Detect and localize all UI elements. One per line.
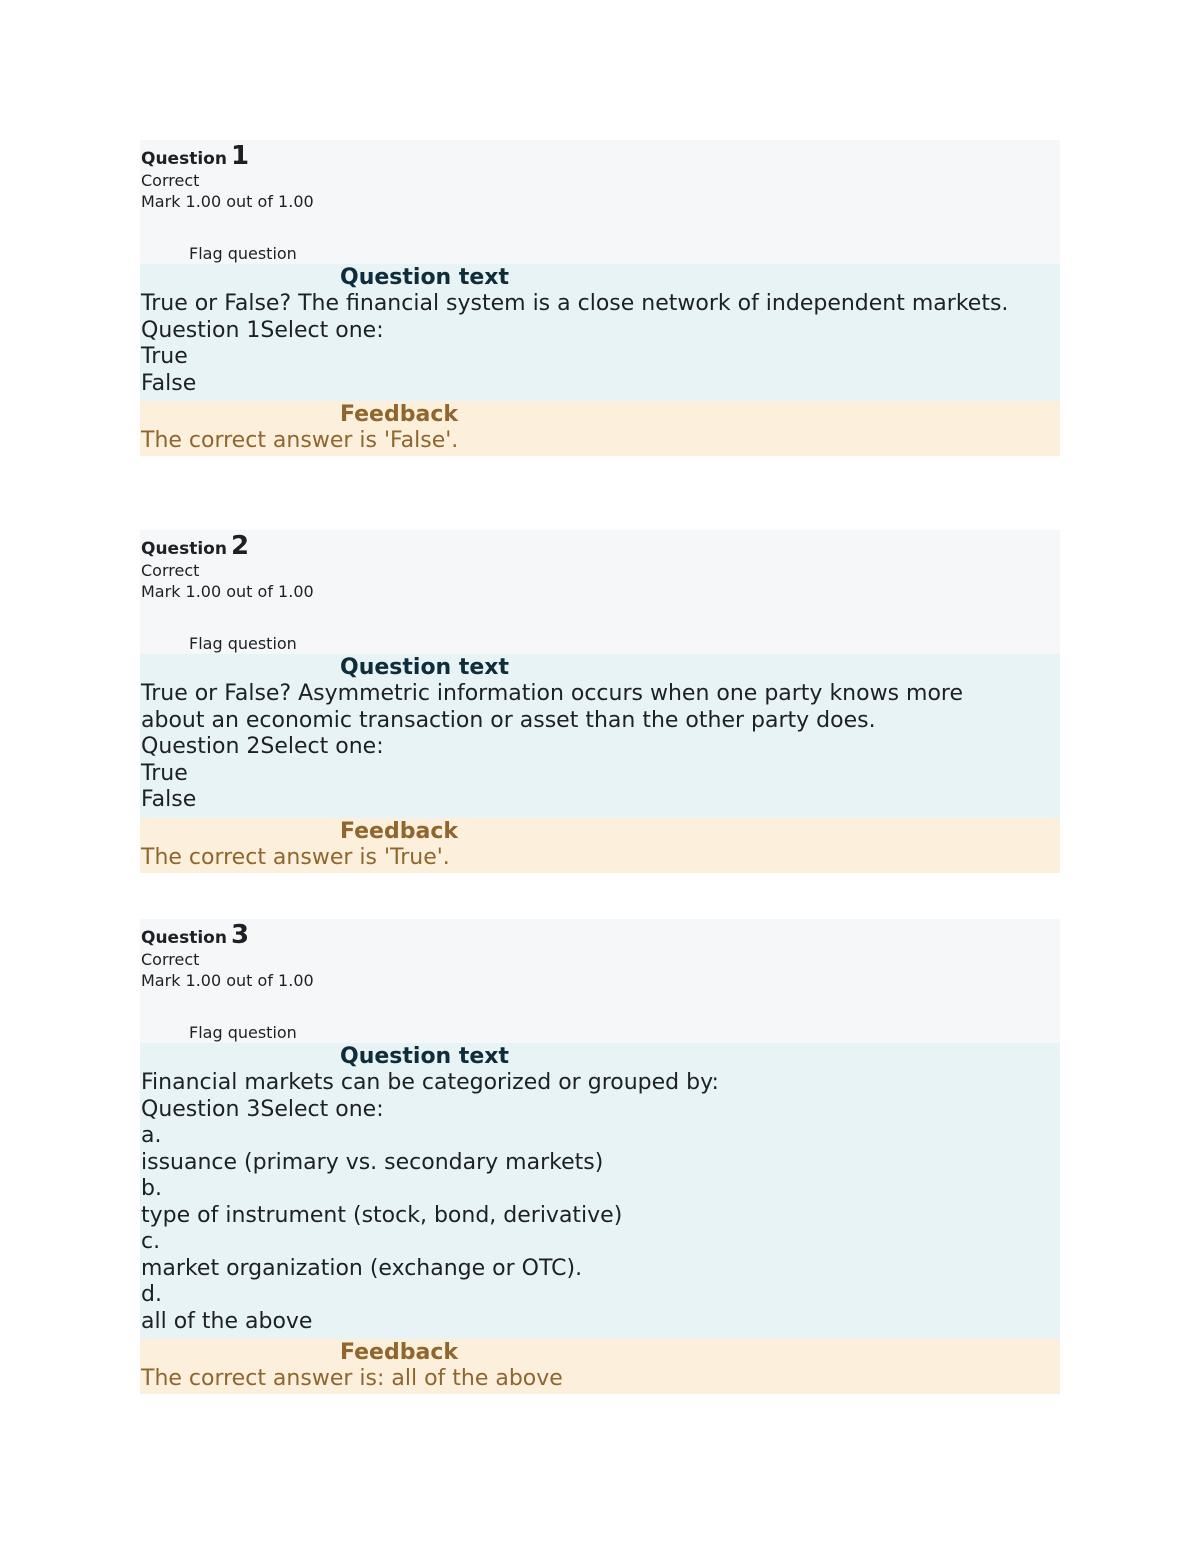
question-text-heading: Question text [340,1044,510,1069]
question-text-line: True or False? Asymmetric information occurs when one party knows more [141,681,964,706]
answer-option-true[interactable]: True [141,344,188,369]
feedback-text: The correct answer is 'True'. [141,844,450,870]
flag-question-link[interactable]: Flag question [189,244,297,263]
answer-option-false[interactable]: False [141,787,197,812]
question-title [141,921,249,952]
feedback-text: The correct answer is 'False'. [141,428,459,453]
answer-option-a-letter[interactable]: a. [141,1123,162,1148]
select-one-prompt: Question 3Select one: [141,1096,384,1122]
question-label: Question [141,539,227,559]
question-feedback [140,1339,1060,1394]
question-text: True or False? The financial system is a close network of independent markets. [141,291,1009,316]
question-state: Correct [141,561,200,580]
feedback-heading: Feedback [340,818,458,844]
select-one-prompt: Question 2Select one: [141,734,384,759]
question-text-line: about an economic transaction or asset than the other party does. [141,707,876,733]
flag-question-link[interactable]: Flag question [189,1023,297,1042]
question-2 [140,530,1060,873]
question-3 [140,919,1060,1394]
question-title [141,532,249,563]
question-formulation [140,1043,1060,1339]
answer-option-d-letter[interactable]: d. [141,1282,162,1307]
question-state: Correct [141,171,200,190]
question-number: 2 [230,531,250,561]
question-grade: Mark 1.00 out of 1.00 [141,192,314,211]
flag-question-link[interactable]: Flag question [189,634,297,653]
question-title [141,142,249,173]
answer-option-d-text[interactable]: all of the above [141,1308,313,1334]
question-text-heading: Question text [340,655,510,680]
question-number: 3 [230,920,250,950]
question-formulation [140,264,1060,401]
question-feedback [140,401,1060,456]
select-one-prompt: Question 1Select one: [141,317,384,343]
question-feedback [140,818,1060,873]
question-grade: Mark 1.00 out of 1.00 [141,971,314,990]
question-grade: Mark 1.00 out of 1.00 [141,582,314,601]
question-info [140,919,1060,1043]
question-text-heading: Question text [340,265,510,290]
answer-option-c-letter[interactable]: c. [141,1229,161,1254]
question-formulation [140,654,1060,818]
question-info [140,530,1060,654]
answer-option-c-text[interactable]: market organization (exchange or OTC). [141,1255,583,1281]
answer-option-a-text[interactable]: issuance (primary vs. secondary markets) [141,1149,604,1175]
feedback-heading: Feedback [340,1340,458,1365]
question-state: Correct [141,950,200,969]
answer-option-true[interactable]: True [141,760,188,786]
question-text: Financial markets can be categorized or grouped by: [141,1070,719,1095]
question-label: Question [141,149,227,169]
question-number: 1 [230,141,250,171]
question-info [140,140,1060,264]
answer-option-false[interactable]: False [141,370,197,396]
answer-option-b-text[interactable]: type of instrument (stock, bond, derivative) [141,1202,623,1228]
feedback-heading: Feedback [340,402,458,427]
question-label: Question [141,928,227,948]
feedback-text: The correct answer is: all of the above [141,1366,563,1391]
question-1 [140,140,1060,456]
answer-option-b-letter[interactable]: b. [141,1176,162,1201]
